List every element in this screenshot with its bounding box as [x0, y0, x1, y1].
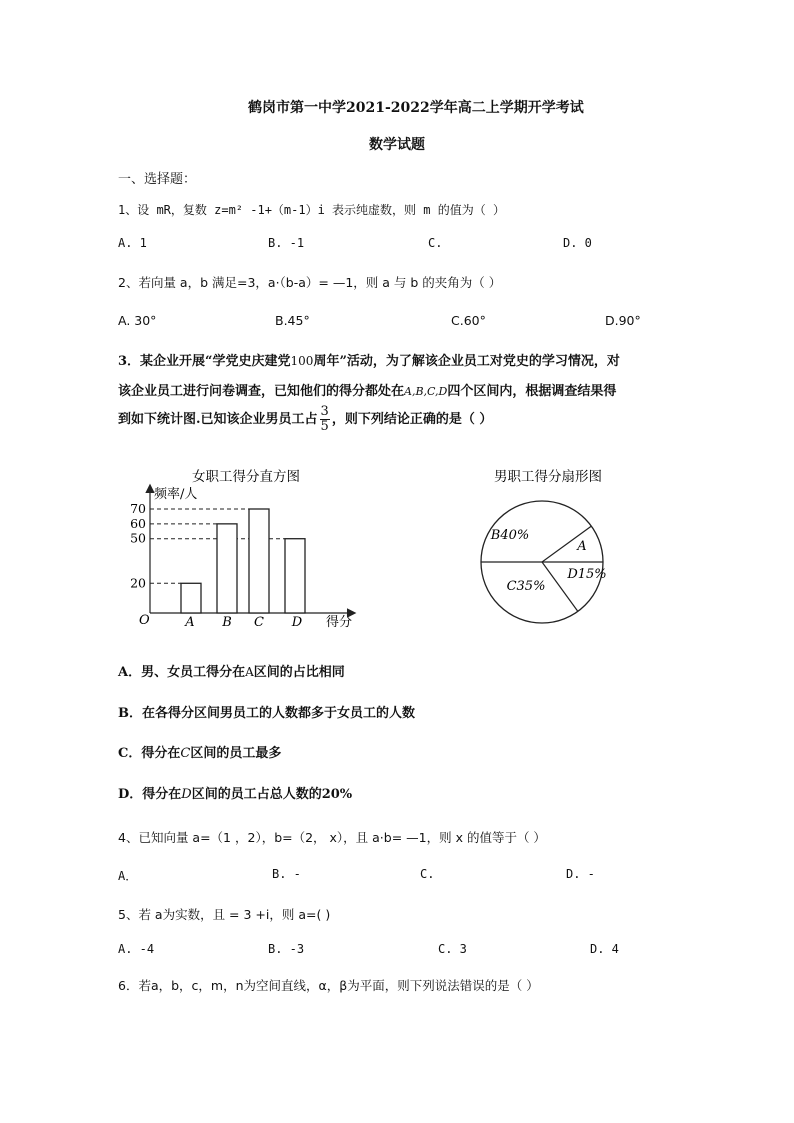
q3-option-b [118, 702, 415, 721]
q3-line3-pre: 到如下统计图.已知该企业男员工占 [118, 412, 318, 427]
q3-option-a-pre: A．男、女员工得分在 [118, 665, 246, 680]
q4-option-c: C. [420, 867, 435, 881]
bar-chart-ytick-60: 60 [130, 515, 146, 531]
q3-option-c [118, 742, 281, 761]
page-subtitle: 数学试题 [369, 137, 425, 153]
bar-D [285, 539, 305, 613]
q3-option-c-pre: C．得分在 [118, 746, 181, 761]
section-heading: 一、选择题： [118, 172, 197, 187]
q2-option-a: A. 30° [118, 313, 157, 328]
page-title: 鹤岗市第一中学2021-2022学年高二上学期开学考试 [248, 100, 584, 116]
question-2-stem: 2、若向量 a，b 满足=3，a·（b-a）= —1，则 a 与 b 的夹角为（ ） [118, 275, 502, 290]
q1-option-d: D. 0 [563, 236, 592, 250]
female-histogram-chart [128, 462, 378, 637]
question-3-line-2 [118, 380, 616, 399]
bar-chart-xtick-D: D [291, 615, 303, 630]
q1-option-c: C. [428, 236, 443, 250]
q3-line2-vars: A,B,C,D [404, 385, 448, 398]
question-6-stem: 6．若a，b，c，m，n为空间直线，α，β为平面，则下列说法错误的是（ ） [118, 978, 539, 993]
q5-option-c: C. 3 [438, 942, 467, 956]
bar-chart-xtick-A: A [185, 615, 195, 630]
question-3-line-3 [118, 405, 492, 434]
q3-line2-post: 四个区间内，根据调查结果得 [447, 384, 617, 399]
q5-option-d: D. 4 [590, 942, 619, 956]
q3-line1-post: 周年”活动，为了解该企业员工对党史的学习情况，对 [313, 354, 620, 369]
question-4-stem: 4、已知向量 a=（1 ，2），b=（2， x），且 a·b= —1，则 x 的值等于（ ） [118, 830, 546, 845]
bar-chart-ytick-50: 50 [130, 530, 146, 546]
bar-C [249, 509, 269, 613]
pie-slice-label-3: C35% [506, 579, 546, 594]
fraction-three-fifths [320, 405, 330, 434]
q3-option-d-post: 区间的员工占总人数的20% [191, 787, 353, 802]
q3-option-a [118, 661, 345, 680]
q5-option-a: A. -4 [118, 942, 155, 956]
q3-option-a-post: 区间的占比相同 [253, 665, 345, 680]
pie-slice-label-2: D15% [567, 567, 607, 582]
q5-option-b: B. -3 [268, 942, 305, 956]
q3-line1-pre: 3．某企业开展“学党史庆建党 [118, 354, 291, 369]
pie-chart-title: 男职工得分扇形图 [494, 469, 602, 485]
q3-line2-pre: 该企业员工进行问卷调查，已知他们的得分都处在 [118, 384, 405, 399]
q3-option-d-pre: D．得分在 [118, 787, 182, 802]
q4-option-b: B. - [272, 867, 301, 881]
bar-chart-xtick-C: C [254, 615, 264, 630]
question-3-line-1 [118, 350, 620, 369]
fraction-numerator: 3 [320, 404, 329, 419]
q3-line1-number: 100 [290, 354, 314, 368]
q3-option-d [118, 783, 352, 802]
q3-option-c-var: C [180, 746, 191, 761]
male-pie-chart [470, 462, 630, 637]
q2-option-d: D.90° [605, 313, 641, 328]
bar-chart-xtick-B: B [222, 615, 232, 630]
q1-option-b: B. -1 [268, 236, 305, 250]
q3-option-d-var: D [181, 787, 192, 802]
pie-slice-label-1: A [577, 539, 587, 554]
q4-option-a: A． [118, 869, 138, 883]
bar-B [217, 524, 237, 613]
q1-option-a: A. 1 [118, 236, 147, 250]
bar-A [181, 583, 201, 613]
bar-chart-ytick-20: 20 [130, 575, 146, 591]
bar-chart-ytick-70: 70 [130, 501, 146, 516]
q3-option-a-var: A [245, 665, 254, 679]
q3-option-c-post: 区间的员工最多 [190, 746, 282, 761]
bar-chart-ylabel: 频率/人 [154, 487, 198, 502]
q3-option-b-text: B．在各得分区间男员工的人数都多于女员工的人数 [118, 706, 415, 721]
bar-chart-origin: O [139, 613, 150, 628]
pie-slice-label-0: B40% [490, 528, 530, 543]
question-5-stem: 5、若 a为实数，且 = 3 +i，则 a=( ) [118, 907, 331, 922]
q4-option-d: D. - [566, 867, 595, 881]
bar-chart-xlabel: 得分 [326, 615, 353, 630]
q2-option-b: B.45° [275, 313, 310, 328]
q3-line3-post: ，则下列结论正确的是（ ） [331, 412, 493, 427]
bar-chart-title: 女职工得分直方图 [192, 469, 300, 485]
q2-option-c: C.60° [451, 313, 486, 328]
fraction-denominator: 5 [320, 419, 329, 434]
question-1-stem: 1、设 mR，复数 z=m² -1+（m-1）i 表示纯虚数，则 m 的值为（ ） [118, 203, 505, 217]
